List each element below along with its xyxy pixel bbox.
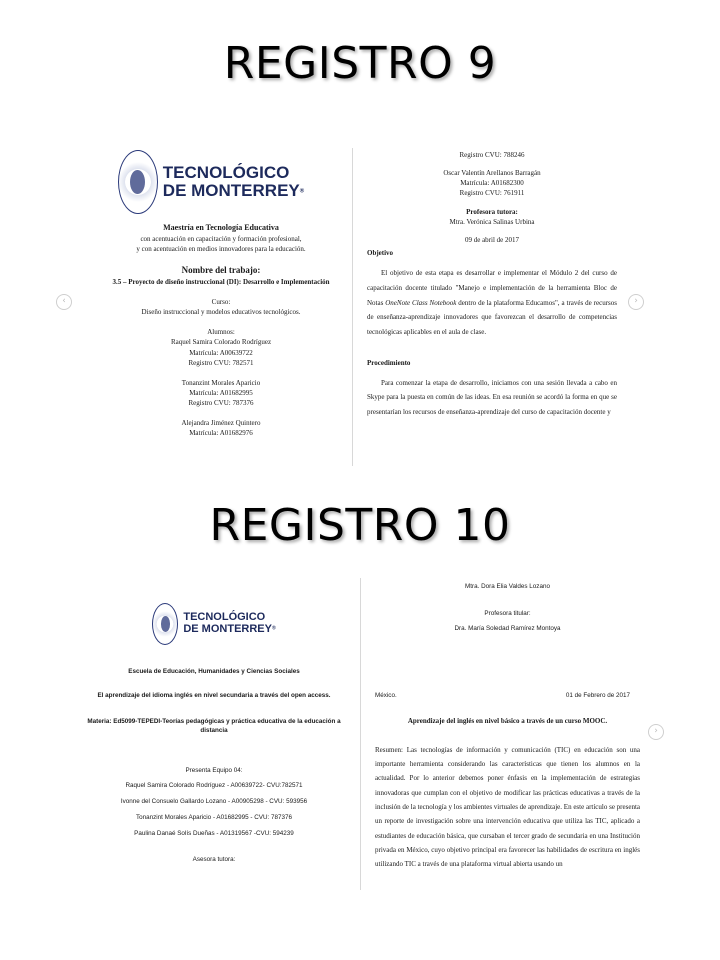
student-1-cvu: Registro CVU: 782571	[188, 358, 254, 367]
registro-9-content-page	[367, 150, 617, 420]
member-4: Paulina Danaé Solís Dueñas - A01319567 -CVU: 594239	[134, 830, 294, 837]
student-4-cvu: Registro CVU: 761911	[459, 189, 525, 198]
registro-9-heading: REGISTRO 9	[223, 38, 497, 89]
place: México.	[375, 692, 397, 700]
student-2-name: Tonanzint Morales Aparicio	[181, 378, 261, 387]
procedure-paragraph: Para comenzar la etapa de desarrollo, iniciamos con una sesión llevada a cabo en Skype para la puesta en común de las ideas. En esa reunión se acordó la forma en que se presentarían los recursos de enseñanza-aprendizaje del curso de capacitación docente y	[367, 378, 617, 417]
registro-9-cover-page	[92, 150, 350, 439]
tec-logo	[72, 150, 350, 214]
program-subtitle-1: con acentuación en capacitación y formación profesional,	[140, 234, 302, 243]
advisor-label: Asesora tutora:	[192, 856, 236, 864]
student-4-matricula: Matrícula: A01682300	[460, 179, 524, 188]
abstract-paragraph: Resumen: Las tecnologías de información y comunicación (TIC) en educación son una importante herramienta considerando las características que tienen los alumnos en la actualidad. Por lo anterior debemos poner énfasis en la implementación de estrategias innovadoras que cumplan con el objetivo de modificar las prácticas educativas a través de la inclusión de la tecnología y los ambientes virtuales de aprendizaje. En este artículo se presenta un reporte de investigación sobre una intervención educativa que utiliza las TIC, aplicado a estudiantes de educación básica, que cursaban el tercer grado de secundaria en una Institución privada en México, cuyo objetivo principal era favorecer las habilidades de escritura en inglés utilizando TIC a través de una plataforma virtual abierta usando un	[375, 745, 640, 869]
logo2-line-1: TECNOLÓGICO	[183, 611, 266, 624]
tec-logo-2	[78, 603, 350, 645]
registro-10-content-page	[375, 582, 640, 872]
member-3: Tonanzint Morales Aparicio - A01682995 - CVU: 787376	[135, 813, 293, 821]
member-1: Raquel Samira Colorado Rodríguez - A00639722- CVU:782571	[125, 781, 303, 789]
school-name: Escuela de Educación, Humanidades y Ciencias Sociales	[128, 668, 300, 675]
work-label: Nombre del trabajo:	[181, 264, 261, 275]
objective-heading: Objetivo	[367, 248, 394, 257]
student-2-matricula: Matrícula: A01682995	[189, 389, 253, 398]
next-page-button-2[interactable]: ›	[648, 724, 664, 740]
registro-9-page-divider	[352, 148, 353, 466]
registered-mark-2: ®	[271, 625, 276, 632]
logo-line-2: DE MONTERREY®	[162, 181, 305, 200]
program-subtitle-2: y con acentuación en medios innovadores para la educación.	[136, 244, 306, 253]
paper-title: El aprendizaje del idioma inglés en nivel secundaria a través del open access.	[97, 692, 331, 700]
objective-paragraph: El objetivo de esta etapa es desarrollar e implementar el Módulo 2 del curso de capacitación docente titulado "Manejo e implementación de la herramienta Bloc de Notas OneNote Class Notebook dentro de la plataforma Educamos", a través de recursos de enseñanza-aprendizaje innovadores que favorezcan el desarrollo de competencias tecnológicas aplicables en el aula de clase.	[367, 269, 617, 336]
procedure-heading: Procedimiento	[367, 358, 411, 367]
tutor-full-name: Dra. María Soledad Ramírez Montoya	[454, 625, 561, 633]
member-2: Ivonne del Consuelo Gallardo Lozano - A00905298 - CVU: 593956	[120, 797, 308, 805]
course-name: Diseño instruccional y modelos educativos tecnológicos.	[141, 308, 301, 317]
student-2-cvu: Registro CVU: 787376	[188, 399, 254, 408]
students-label: Alumnos:	[207, 328, 235, 337]
tec-seal-icon-2	[152, 603, 178, 645]
registro-10-cover-page	[78, 603, 350, 864]
registro-10-heading: REGISTRO 10	[209, 500, 511, 551]
tutor-label: Profesora tutora:	[466, 207, 518, 216]
document-date: 09 de abril de 2017	[464, 235, 520, 244]
advisor-name: Mtra. Dora Elia Valdes Lozano	[465, 583, 550, 590]
work-title: 3.5 – Proyecto de diseño instruccional (DI): Desarrollo e Implementación	[112, 277, 330, 286]
top-cvu: Registro CVU: 788246	[459, 151, 525, 159]
article-date: 01 de Febrero de 2017	[565, 692, 630, 700]
student-1-matricula: Matrícula: A00639722	[189, 348, 253, 357]
student-1-name: Raquel Samira Colorado Rodríguez	[170, 338, 272, 347]
prev-page-button[interactable]: ‹	[56, 294, 72, 310]
logo2-line-2: DE MONTERREY®	[183, 623, 276, 635]
student-4-name: Oscar Valentín Arellanos Barragán	[443, 169, 541, 178]
student-3-name: Alejandra Jiménez Quintero	[181, 419, 261, 428]
registered-mark: ®	[299, 188, 305, 195]
article-title: Aprendizaje del inglés en nivel básico a través de un curso MOOC.	[407, 716, 608, 725]
course-label: Curso:	[211, 298, 231, 307]
tutor-title-label: Profesora titular:	[484, 610, 531, 618]
program-title: Maestría en Tecnología Educativa	[163, 223, 279, 232]
subject-name: Materia: Ed5099-TEPEDI-Teorías pedagógicas y práctica educativa de la educación a distancia	[87, 718, 341, 735]
place-date-line	[375, 691, 640, 700]
student-3-matricula: Matrícula: A01682976	[189, 429, 253, 438]
tutor-name: Mtra. Verónica Salinas Urbina	[449, 217, 535, 226]
tec-seal-icon	[118, 150, 158, 214]
logo-line-1: TECNOLÓGICO	[162, 163, 290, 183]
registro-10-page-divider	[360, 578, 361, 890]
team-label: Presenta Equipo 04:	[185, 766, 243, 774]
next-page-button[interactable]: ›	[628, 294, 644, 310]
